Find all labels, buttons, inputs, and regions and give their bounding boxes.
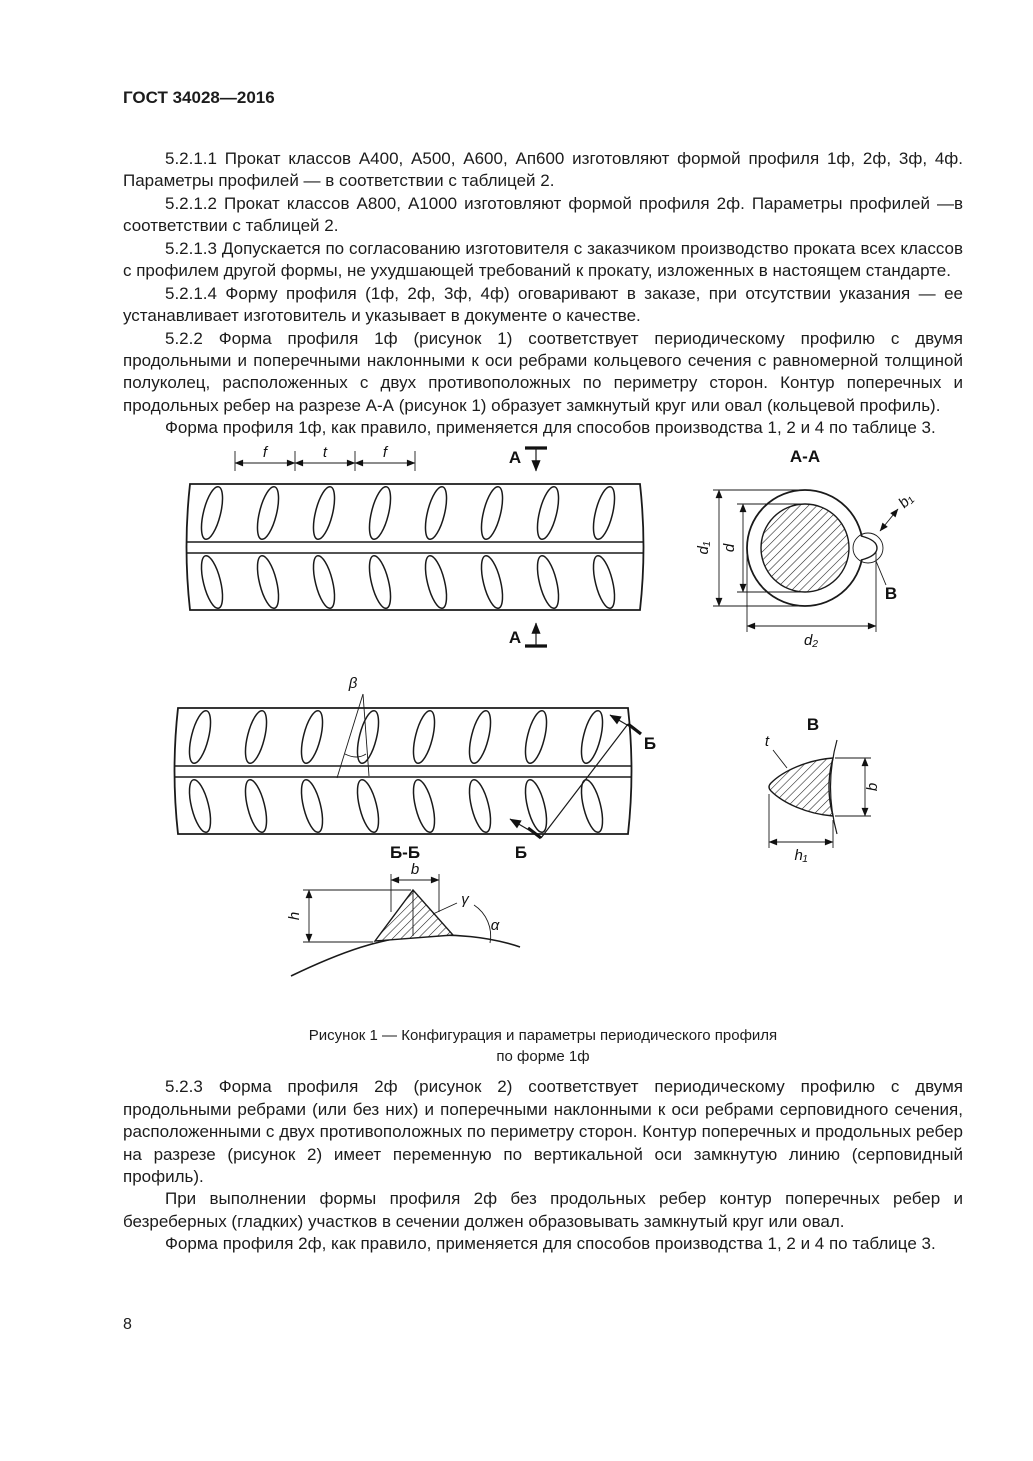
longitudinal-rib-bump [861, 536, 877, 560]
paragraph-5-2-3-note1: При выполнении формы профиля 2ф без продольных ребер контур поперечных ребер и безреберных (гладких) участков в сечении должен образовывать замкнутый круг или овал. [123, 1189, 963, 1231]
dim-b1-label: b₁ [895, 489, 917, 512]
section-b-top-label: Б [643, 733, 657, 753]
figure-1-drawing [123, 444, 963, 1016]
figure-caption-line1: Рисунок 1 — Конфигурация и параметры периодического профиля [308, 1026, 778, 1044]
section-a-top-label: А [508, 447, 522, 467]
section-b-bottom-label: Б [514, 842, 528, 862]
dim-d1-label: d₁ [695, 541, 712, 555]
figure-1 [123, 444, 963, 1069]
dim-t-label: t [322, 443, 328, 461]
rebar-side-view-bottom [174, 708, 632, 834]
detail-v-ref-label: В [884, 583, 898, 603]
dim-t-detail-label: t [764, 732, 770, 750]
paragraph-5-2-1-2: 5.2.1.2 Прокат классов А800, А1000 изготовляют формой профиля 2ф. Параметры профилей —в соответствии с таблицей 2. [123, 193, 963, 236]
section-a-a-view [695, 447, 917, 649]
page-number: 8 [123, 1316, 132, 1333]
section-aa-title: А-А [789, 446, 821, 466]
dim-b-detail-label: b [864, 782, 881, 791]
dim-h-label: h [286, 911, 303, 920]
detail-v-title: В [806, 714, 820, 734]
angle-gamma-label: γ [461, 890, 469, 908]
paragraph-5-2-3-note2: Форма профиля 2ф, как правило, применяется для способов производства 1, 2 и 4 по таблице 3. [165, 1234, 936, 1254]
angle-beta-label: β [348, 674, 358, 692]
dim-f1-label: f [262, 443, 268, 461]
figure-caption-line2: по форме 1ф [496, 1048, 590, 1066]
dim-f2-label: f [382, 443, 388, 461]
paragraph-5-2-2-note: Форма профиля 1ф, как правило, применяется для способов производства 1, 2 и 4 по таблице 3. [165, 418, 936, 438]
dim-h1-label: h₁ [794, 846, 808, 864]
section-a-bottom-label: А [508, 627, 522, 647]
doc-number: ГОСТ 34028—2016 [123, 88, 275, 107]
paragraph-5-2-1-1: 5.2.1.1 Прокат классов А400, А500, А600, Ап600 изготовляют формой профиля 1ф, 2ф, 3ф, 4ф. Параметры профилей — в соответствии с таблицей 2. [123, 149, 963, 191]
paragraph-5-2-1-4: 5.2.1.4 Форму профиля (1ф, 2ф, 3ф, 4ф) оговаривают в заказе, при отсутствии указания — ее устанавливает изготовитель и указывает в документе о качестве. [123, 283, 963, 326]
section-b-b-view [286, 843, 520, 976]
detail-v-view [765, 715, 881, 864]
paragraph-5-2-1-3: 5.2.1.3 Допускается по согласованию изготовителя с заказчиком производство проката всех классов с профилем другой формы, не ухудшающей требований к прокату, изложенных в настоящем стандарте. [123, 238, 963, 281]
dim-d2-label: d₂ [803, 631, 819, 649]
pitch-dimension [235, 444, 415, 471]
content [123, 148, 963, 1256]
section-bb-title: Б-Б [389, 842, 421, 862]
dim-b-label: b [410, 860, 420, 878]
figure-caption [123, 1025, 963, 1069]
dim-d-label: d [721, 543, 738, 552]
paragraph-5-2-2: 5.2.2 Форма профиля 1ф (рисунок 1) соответствует периодическому профилю с двумя продольными и поперечными наклонными к оси ребрами кольцевого сечения с равномерной толщиной полуколец, расположенных с двух противоположных по периметру сторон. Контур поперечных и продольных ребер на разрезе А-А (рисунок 1) образует замкнутый круг или овал (кольцевой профиль). [123, 328, 963, 415]
rebar-side-view-top [186, 484, 644, 610]
paragraph-5-2-3: 5.2.3 Форма профиля 2ф (рисунок 2) соответствует периодическому профилю с двумя продольными ребрами (или без них) и поперечными наклонными к оси ребрами серповидного сечения, расположенными с двух противоположных по периметру сторон. Контур поперечных и продольных ребер на разрезе (рисунок 2) имеет переменную по вертикальной оси замкнутую линию (серповидный профиль). [123, 1077, 963, 1186]
angle-alpha-label: α [490, 916, 500, 934]
